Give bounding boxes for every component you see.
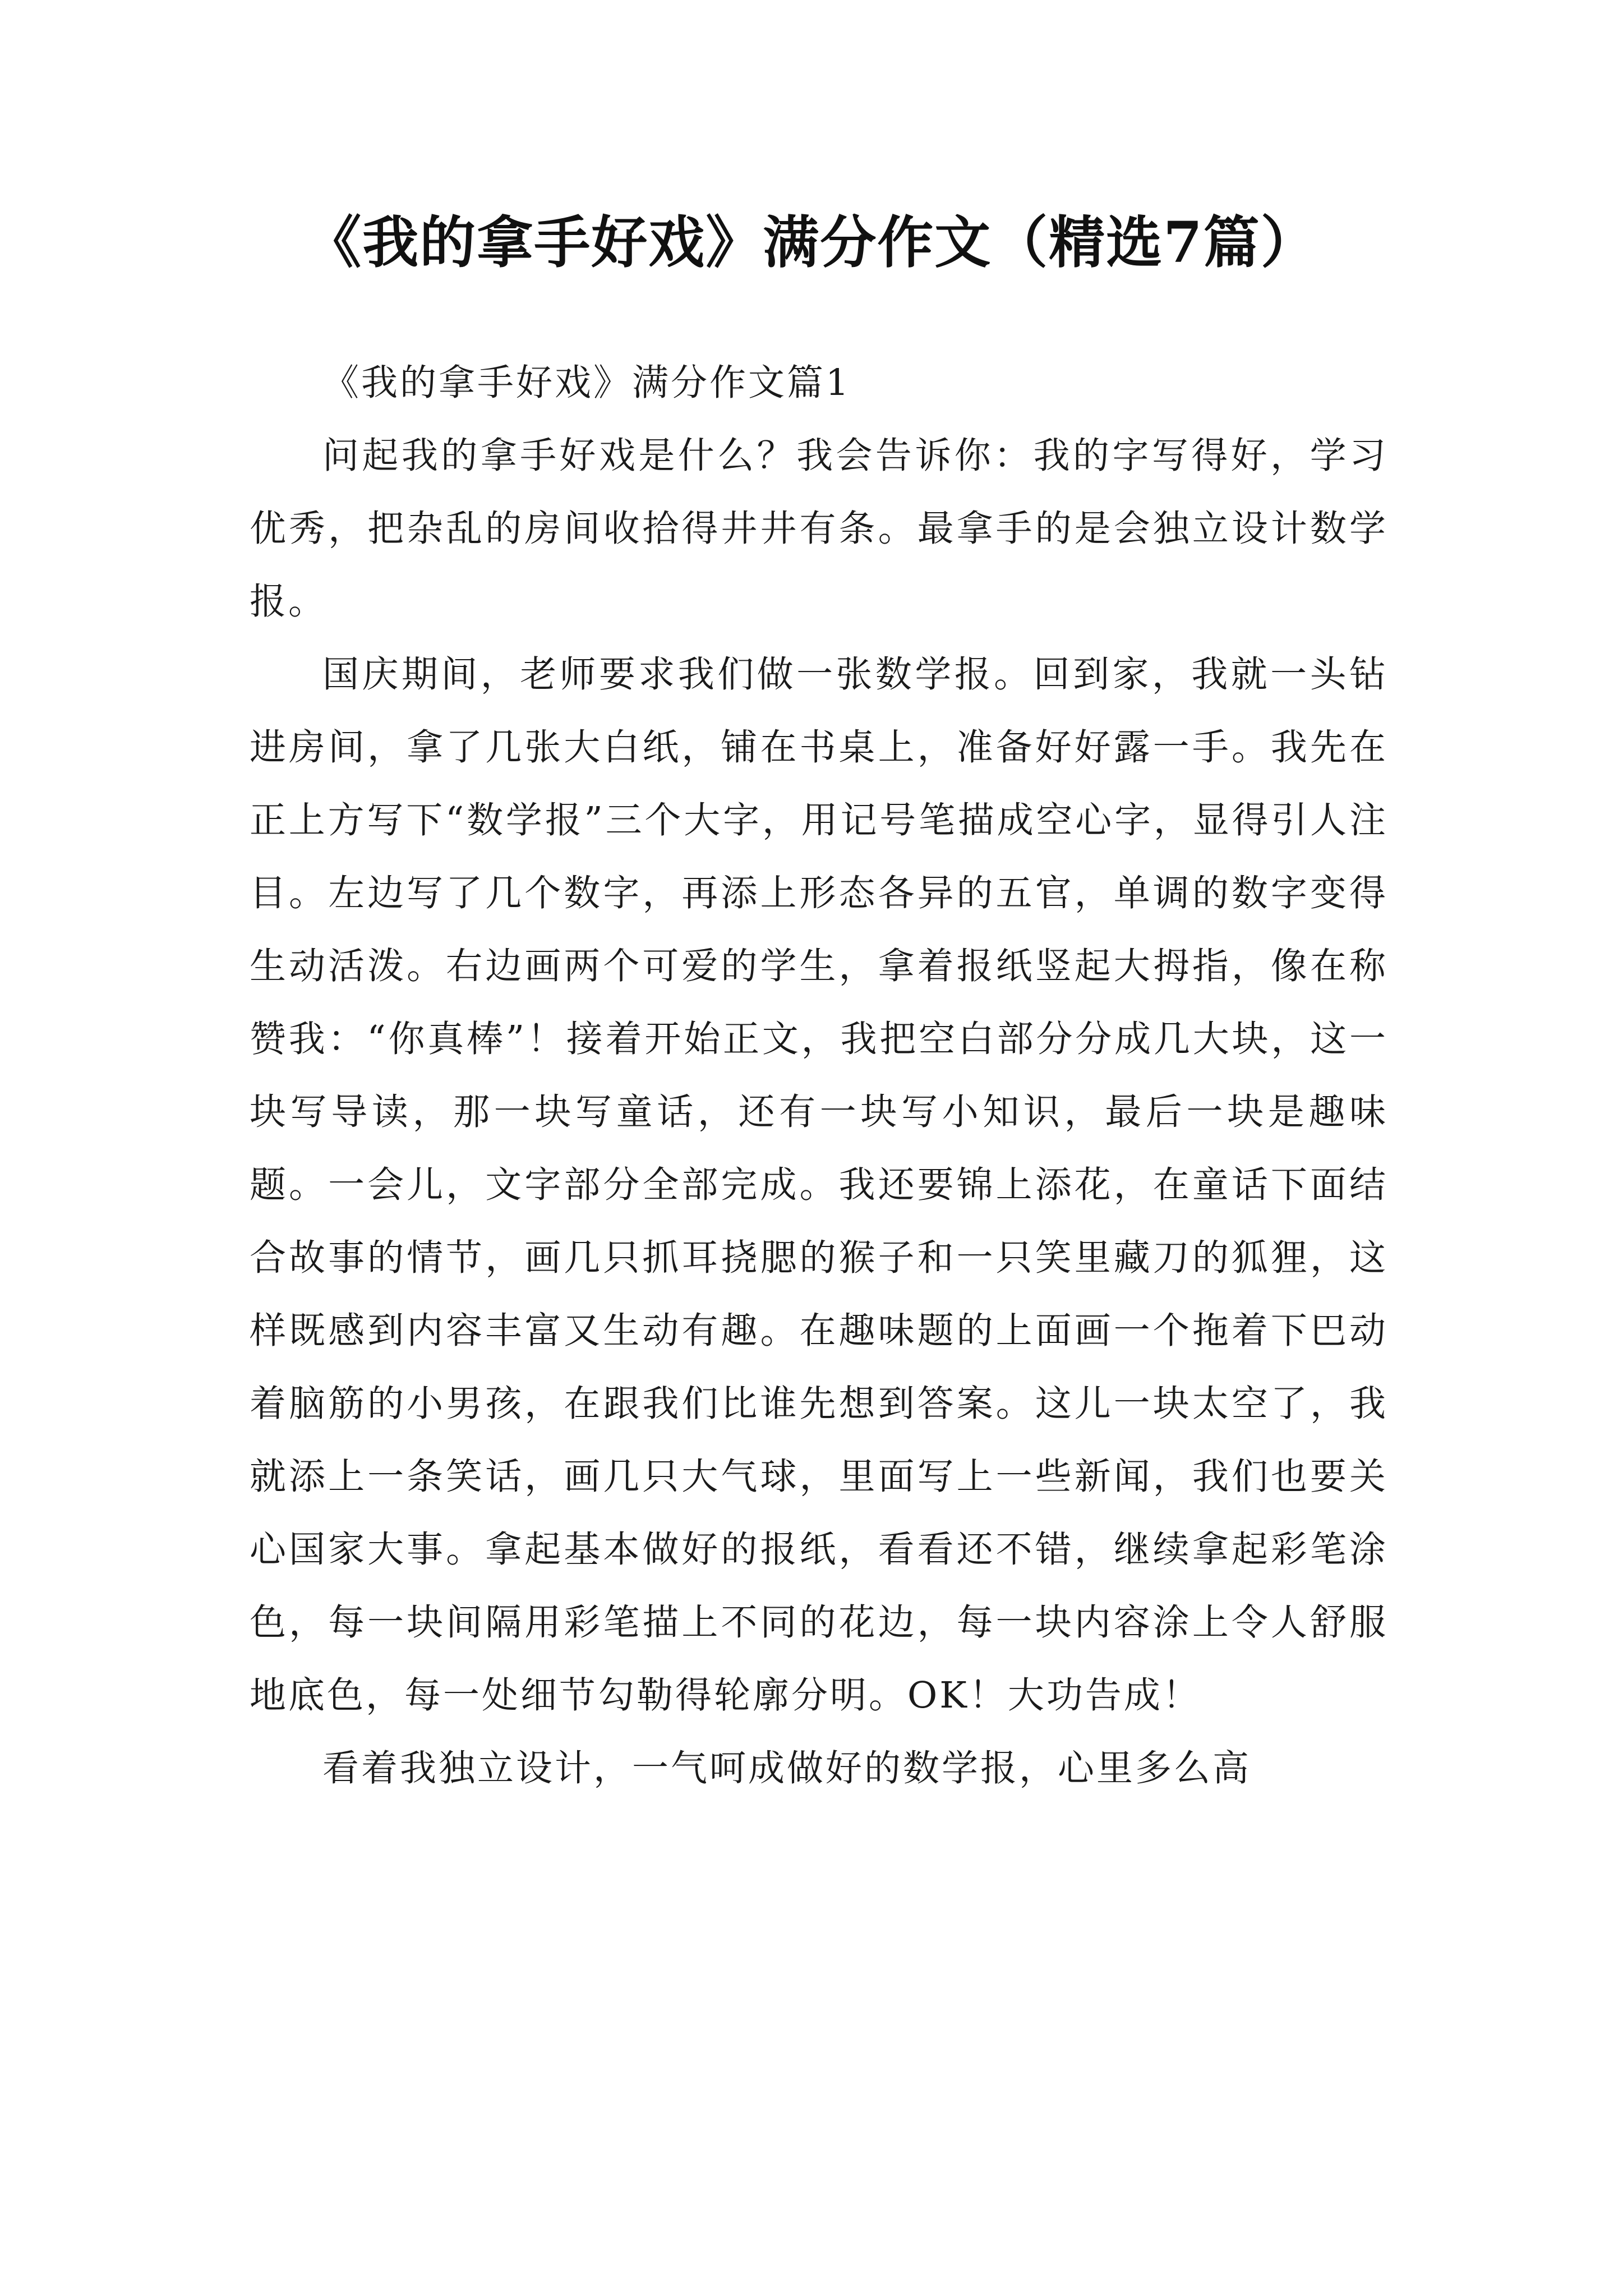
paragraph-2: 国庆期间，老师要求我们做一张数学报。回到家，我就一头钻进房间，拿了几张大白纸，铺在书桌上，准备好好露一手。我先在正上方写下“数学报”三个大字，用记号笔描成空心字，显得引人注目。左边写了几个数字，再添上形态各异的五官，单调的数字变得生动活泼。右边画两个可爱的学生，拿着报纸竖起大拇指，像在称赞我：“你真棒”！接着开始正文，我把空白部分分成几大块，这一块写导读，那一块写童话，还有一块写小知识，最后一块是趣味题。一会儿，文字部分全部完成。我还要锦上添花，在童话下面结合故事的情节，画几只抓耳挠腮的猴子和一只笑里藏刀的狐狸，这样既感到内容丰富又生动有趣。在趣味题的上面画一个拖着下巴动着脑筋的小男孩，在跟我们比谁先想到答案。这儿一块太空了，我就添上一条笑话，画几只大气球，里面写上一些新闻，我们也要关心国家大事。拿起基本做好的报纸，看看还不错，继续拿起彩笔涂色，每一块间隔用彩笔描上不同的花边，每一块内容涂上令人舒服地底色，每一处细节勾勒得轮廓分明。OK！大功告成！ xyxy=(250,654,1388,1717)
paragraph-3: 看着我独立设计，一气呵成做好的数学报，心里多么高 xyxy=(322,1747,1252,1789)
section-heading: 《我的拿手好戏》满分作文篇1 xyxy=(322,362,851,404)
document-title: 《我的拿手好戏》满分作文（精选7篇） xyxy=(305,209,1318,275)
document-body xyxy=(250,347,1388,1805)
paragraph-1: 问起我的拿手好戏是什么？我会告诉你：我的字写得好，学习优秀，把杂乱的房间收拾得井井有条。最拿手的是会独立设计数学报。 xyxy=(250,435,1388,623)
